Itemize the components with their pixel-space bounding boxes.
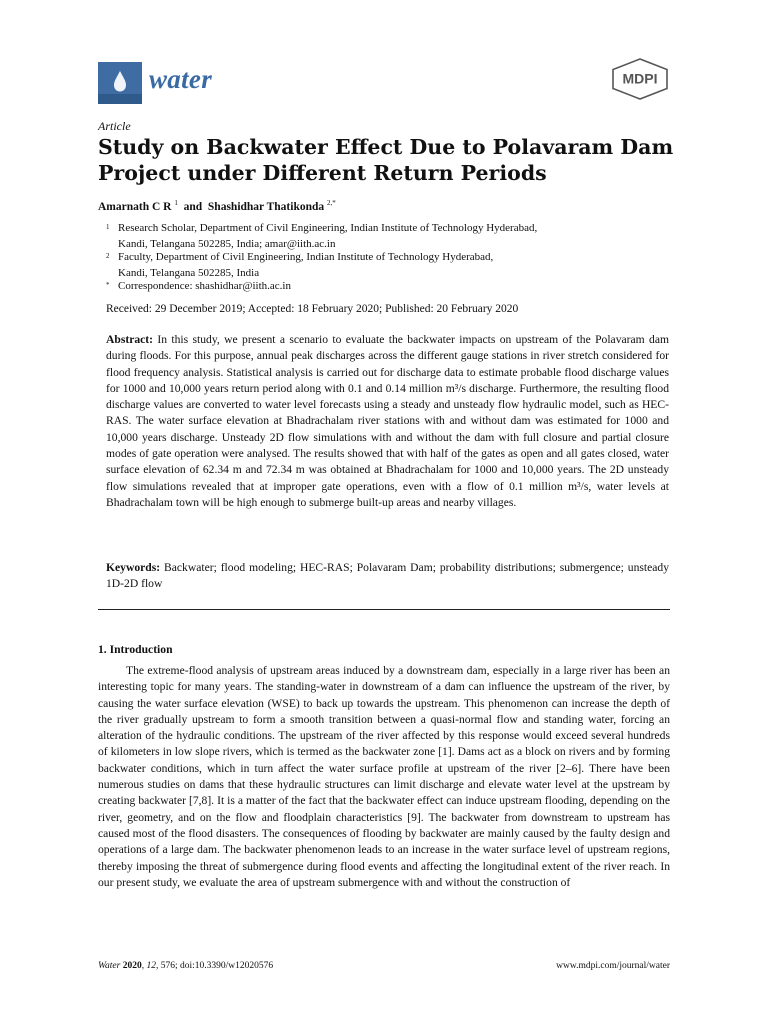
journal-logo-icon: [98, 62, 142, 104]
author-affiliation-mark: 2,*: [327, 199, 336, 207]
affiliation-mark: 1: [106, 223, 110, 231]
affiliation-mark: 2: [106, 252, 110, 260]
body-paragraph: The extreme-flood analysis of upstream areas induced by a downstream dam, especially in a large river has been an interesting topic for many years. The standing-water in downstream of a dam can influence the upstream of the river, by causing the water surface elevation (WSE) to back up towards the upstream. This phenomenon can increase the depth of the river gradually upstream to form a smooth transition between a quasi-normal flow and standing water, forcing an alteration of the hydraulic conditions. The upstream of the river affected by this response would exceed several hundreds of kilometers in low slope rivers, which is termed as the backwater zone [1]. Dams act as a block on rivers and by forming backwater conditions, which in turn affect the water surface profile at upstream of the river [2–6]. There have been numerous studies on dams that these hydraulic structures can limit discharge and elevate water level at the upstream by creating backwater [7,8]. It is a matter of the fact that the backwater effect can induce upstream flooding, depending on the river, geometry, and on the flow and floodplain characteristics [9]. The backwater from downstream to upstream has caused most of the flood disasters. The consequences of flooding by backwater are mainly caused by the faulty design and operations of a large dam. The backwater phenomenon leads to an increase in the water surface level of upstream regions, thereby imposing the threat of submergence during flood events and affecting the longitudinal extent of the river reach. In our present study, we evaluate the area of upstream submergence with and without the construction of: [98, 664, 670, 889]
correspondence-line: Correspondence: shashidhar@iith.ac.in: [118, 280, 291, 292]
journal-name: water: [149, 64, 213, 94]
affiliation-line: Kandi, Telangana 502285, India: [118, 266, 260, 279]
section-heading: 1. Introduction: [98, 643, 173, 656]
footer-year: 2020: [122, 961, 142, 971]
abstract-text: In this study, we present a scenario to evaluate the backwater impacts on upstream of the Polavaram dam during floods. For this purpose, annual peak discharges across the different gauge stations in river stretch considered for flood frequency analysis. Statistical analysis is carried out for discharge data to estimate probable flood discharge values for 1000 and 10,000 years return period along with 0.1 and 0.14 million m³/s discharge. Furthermore, the resulting flood discharge values are converted to water level forecasts using a steady and unsteady flow hydraulic model, such as HEC-RAS. The water surface elevation at Bhadrachalam river stations with and without dam was estimated for 1000 and 10,000 years discharge. Unsteady 2D flow simulations with and without the dam with full closure and partial closure modes of gate operation were analysed. The results showed that with half of the gates as open and all gates closed, water surface elevation of 62.34 m and 72.34 m was obtained at Bhadrachalam for 1000 and 10,000 years. The 2D unsteady flow simulations revealed that at improper gate operations, even with a flow of 0.1 million m³/s, water levels at Bhadrachalam town will be high enough to submerge built-up areas and nearby villages.: [106, 333, 669, 509]
keywords-text: Backwater; flood modeling; HEC-RAS; Polavaram Dam; probability distributions; submergence; unsteady 1D-2D flow: [106, 561, 669, 591]
author-list: [98, 199, 336, 213]
publisher-logo: [610, 58, 670, 100]
keywords-label: Keywords:: [106, 561, 161, 574]
affiliation-line: Faculty, Department of Civil Engineering, Indian Institute of Technology Hyderabad,: [118, 251, 494, 263]
correspondence: [106, 279, 686, 295]
affiliation-1: [106, 221, 686, 253]
publication-dates: Received: 29 December 2019; Accepted: 18 February 2020; Published: 20 February 2020: [106, 303, 519, 315]
author-connector: and: [180, 200, 206, 213]
footer-doi: , 576; doi:10.3390/w12020576: [155, 961, 274, 971]
affiliation-mark: *: [106, 281, 110, 289]
footer-volume: 12: [146, 961, 156, 971]
article-type: Article: [98, 119, 131, 133]
section-divider: [98, 609, 670, 610]
affiliation-2: [106, 250, 686, 282]
author-name: Amarnath C R: [98, 200, 172, 213]
publisher-logo-text: MDPI: [622, 70, 658, 87]
affiliation-line: Kandi, Telangana 502285, India; amar@iith.ac.in: [118, 237, 336, 250]
affiliation-line: Research Scholar, Department of Civil Engineering, Indian Institute of Technology Hyderabad,: [118, 222, 538, 234]
author-affiliation-mark: 1: [174, 199, 178, 207]
footer-citation: Water 2020, 12, 576; doi:10.3390/w12020576: [98, 961, 274, 971]
paper-title: Study on Backwater Effect Due to Polavaram Dam Project under Different Return Periods: [98, 135, 674, 185]
keywords: [106, 560, 669, 593]
abstract: [106, 332, 669, 511]
footer-url-link[interactable]: www.mdpi.com/journal/water: [556, 961, 670, 971]
footer-journal: Water: [98, 961, 121, 971]
abstract-label: Abstract:: [106, 333, 154, 346]
author-name: Shashidhar Thatikonda: [207, 200, 325, 213]
